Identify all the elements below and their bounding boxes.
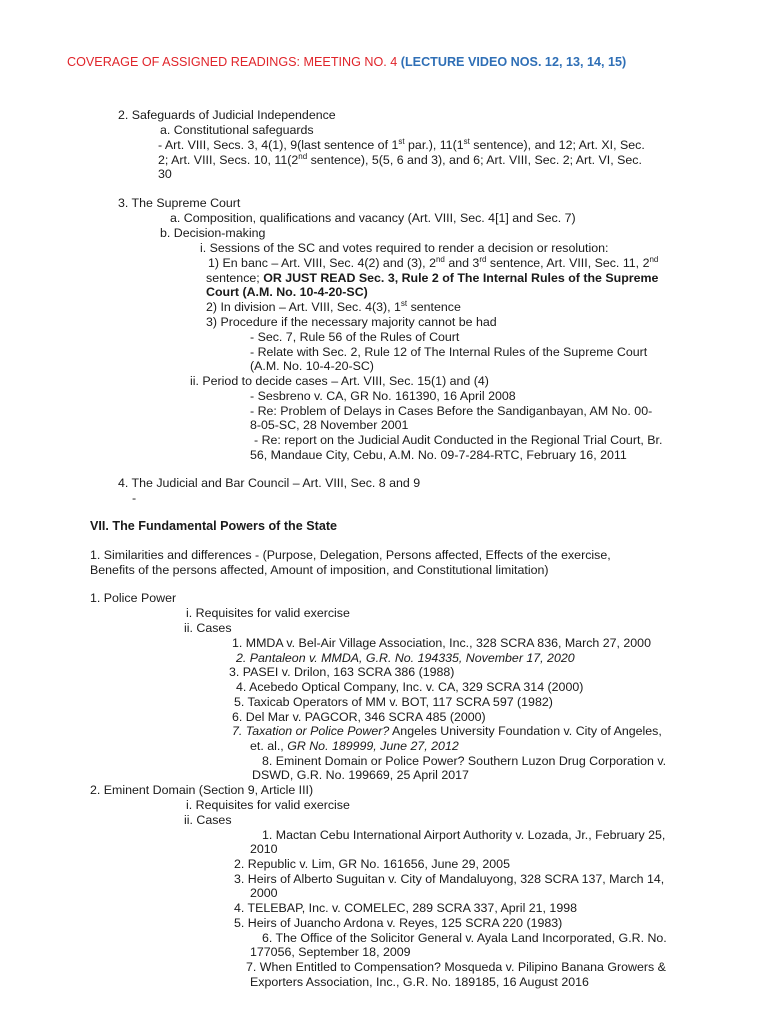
- item-en-banc: 1) En banc – Art. VIII, Sec. 4(2) and (3), 2nd and 3rd sentence, Art. VIII, Sec. 11, 2nd: [208, 255, 659, 270]
- case-ayala-land-cont: 177056, September 18, 2009: [250, 945, 411, 959]
- case-sesbreno: - Sesbreno v. CA, GR No. 161390, 16 April 2008: [250, 389, 516, 403]
- case-pantaleon: 2. Pantaleon v. MMDA, G.R. No. 194335, November 17, 2020: [236, 651, 575, 665]
- case-mactan-cebu-cont: 2010: [250, 842, 278, 856]
- case-suguitan-cont: 2000: [250, 886, 278, 900]
- item-decision-making: b. Decision-making: [160, 226, 266, 240]
- case-pasei: 3. PASEI v. Drilon, 163 SCRA 386 (1988): [229, 665, 455, 679]
- case-mosqueda-cont: Exporters Association, Inc., G.R. No. 189185, 16 August 2016: [250, 975, 589, 989]
- item-procedure: 3) Procedure if the necessary majority cannot be had: [206, 315, 497, 329]
- case-southern-luzon-cont: DSWD, G.R. No. 199669, 25 April 2017: [252, 768, 469, 782]
- case-mactan-cebu: 1. Mactan Cebu International Airport Authority v. Lozada, Jr., February 25,: [262, 828, 666, 842]
- case-del-mar: 6. Del Mar v. PAGCOR, 346 SCRA 485 (2000): [232, 710, 486, 724]
- item-supreme-court: 3. The Supreme Court: [118, 196, 241, 210]
- case-telebap: 4. TELEBAP, Inc. v. COMELEC, 289 SCRA 337, April 21, 1998: [234, 901, 577, 915]
- safeguards-articles-line-3: 30: [158, 167, 172, 181]
- item-rule-12: - Relate with Sec. 2, Rule 12 of The Internal Rules of the Supreme Court: [250, 345, 648, 359]
- case-ayala-land: 6. The Office of the Solicitor General v. Ayala Land Incorporated, G.R. No.: [262, 931, 667, 945]
- item-safeguards: 2. Safeguards of Judicial Independence: [118, 108, 336, 122]
- case-angeles-university-cont: et. al., GR No. 189999, June 27, 2012: [250, 739, 459, 753]
- item-composition: a. Composition, qualifications and vacancy (Art. VIII, Sec. 4[1] and Sec. 7): [170, 211, 576, 225]
- case-ardona: 5. Heirs of Juancho Ardona v. Reyes, 125 SCRA 220 (1983): [234, 916, 563, 930]
- case-mosqueda: 7. When Entitled to Compensation? Mosqueda v. Pilipino Banana Growers &: [246, 960, 666, 974]
- item-dash: -: [132, 491, 137, 505]
- case-judicial-audit-cont: 56, Mandaue City, Cebu, A.M. No. 09-7-284-RTC, February 16, 2011: [250, 448, 627, 462]
- case-delays-sandiganbayan-cont: 8-05-SC, 28 November 2001: [250, 418, 409, 432]
- case-acebedo: 4. Acebedo Optical Company, Inc. v. CA, 329 SCRA 314 (2000): [236, 680, 584, 694]
- title-lecture-videos: (LECTURE VIDEO NOS. 12, 13, 14, 15): [400, 55, 627, 69]
- item-in-division: 2) In division – Art. VIII, Sec. 4(3), 1st sentence: [206, 299, 461, 314]
- item-eminent-domain: 2. Eminent Domain (Section 9, Article III): [90, 783, 314, 797]
- case-republic-lim: 2. Republic v. Lim, GR No. 161656, June 29, 2005: [234, 857, 510, 871]
- case-southern-luzon: 8. Eminent Domain or Police Power? Southern Luzon Drug Corporation v.: [262, 754, 667, 768]
- safeguards-articles-line-2: 2; Art. VIII, Secs. 10, 11(2nd sentence), 5(5, 6 and 3), and 6; Art. VIII, Sec. 2; Art. VI, Sec.: [158, 152, 642, 167]
- title-coverage: COVERAGE OF ASSIGNED READINGS: MEETING NO. 4: [67, 55, 398, 69]
- item-similarities: 1. Similarities and differences - (Purpose, Delegation, Persons affected, Effects of the exercise,: [90, 548, 611, 562]
- case-taxicab: 5. Taxicab Operators of MM v. BOT, 117 SCRA 597 (1982): [234, 695, 553, 709]
- item-eminent-requisites: i. Requisites for valid exercise: [186, 798, 350, 812]
- item-police-cases: ii. Cases: [184, 621, 232, 635]
- item-en-banc-court: Court (A.M. No. 10-4-20-SC): [206, 285, 368, 299]
- safeguards-articles-line-1: - Art. VIII, Secs. 3, 4(1), 9(last sentence of 1st par.), 11(1st sentence), and 12; Art. XI, Sec.: [158, 137, 645, 152]
- item-eminent-cases: ii. Cases: [184, 813, 232, 827]
- item-similarities-cont: Benefits of the persons affected, Amount of imposition, and Constitutional limitation): [90, 563, 549, 577]
- document-title: [67, 55, 626, 70]
- case-suguitan: 3. Heirs of Alberto Suguitan v. City of Mandaluyong, 328 SCRA 137, March 14,: [234, 872, 665, 886]
- item-en-banc-cont: sentence; OR JUST READ Sec. 3, Rule 2 of The Internal Rules of the Supreme: [206, 271, 659, 285]
- case-judicial-audit: - Re: report on the Judicial Audit Conducted in the Regional Trial Court, Br.: [254, 433, 663, 447]
- item-police-power: 1. Police Power: [90, 591, 177, 605]
- item-police-requisites: i. Requisites for valid exercise: [186, 606, 350, 620]
- item-constitutional-safeguards: a. Constitutional safeguards: [160, 123, 314, 137]
- case-delays-sandiganbayan: - Re: Problem of Delays in Cases Before the Sandiganbayan, AM No. 00-: [250, 404, 653, 418]
- case-mmda-bel-air: 1. MMDA v. Bel-Air Village Association, Inc., 328 SCRA 836, March 27, 2000: [232, 636, 651, 650]
- item-jbc: 4. The Judicial and Bar Council – Art. VIII, Sec. 8 and 9: [118, 476, 421, 490]
- item-sessions: i. Sessions of the SC and votes required to render a decision or resolution:: [200, 241, 609, 255]
- item-period-to-decide: ii. Period to decide cases – Art. VIII, Sec. 15(1) and (4): [190, 374, 489, 388]
- section-heading-fundamental-powers: VII. The Fundamental Powers of the State: [90, 519, 338, 533]
- case-angeles-university: 7. Taxation or Police Power? Angeles University Foundation v. City of Angeles,: [232, 724, 662, 738]
- item-rule-56: - Sec. 7, Rule 56 of the Rules of Court: [250, 330, 460, 344]
- item-rule-12-cont: (A.M. No. 10-4-20-SC): [250, 359, 374, 373]
